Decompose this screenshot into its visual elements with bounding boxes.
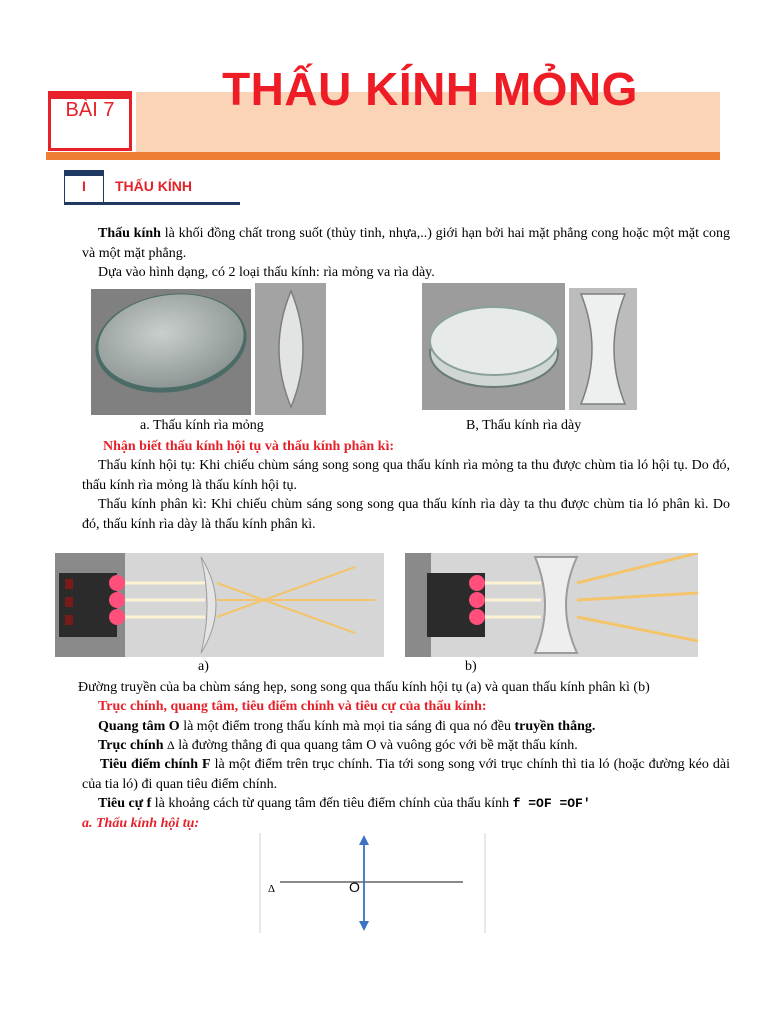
caption-thin-lens: a. Thấu kính rìa mỏng [140, 418, 264, 433]
page-title: THẤU KÍNH MỎNG [222, 63, 638, 115]
diverging-rays-photo [405, 553, 698, 657]
section-title: THẤU KÍNH [115, 178, 192, 194]
lens-arrow-bottom [359, 921, 369, 931]
caption-rays: Đường truyền của ba chùm sáng hẹp, song song qua thấu kính hội tụ (a) và quan thấu kính phân kì (b) [78, 680, 650, 695]
def-principal-focus: Tiêu điểm chính F là một điểm trên trục chính. Tia tới song song với trục chính thì tia ló (hoặc đường kéo dài của tia ló) đi quan tiêu điểm chính. [82, 757, 730, 792]
section-underline [64, 202, 240, 205]
paragraph-types: Dựa vào hình dạng, có 2 loại thấu kính: rìa mỏng va rìa dày. [98, 265, 435, 280]
label-a: a) [198, 659, 209, 674]
def-principal-axis: Trục chính Δ là đường thẳng đi qua quang tâm O và vuông góc với bề mặt thấu kính. [98, 738, 578, 753]
header-underline [46, 152, 720, 160]
optical-center-label: O [349, 879, 360, 895]
axis-symbol: Δ [268, 883, 276, 895]
sub-heading-converging: a. Thấu kính hội tụ: [82, 816, 200, 831]
caption-thick-lens: B, Thấu kính rìa dày [466, 418, 582, 433]
thick-lens-side-photo [569, 288, 637, 410]
section-number: I [82, 178, 86, 194]
lesson-badge-label: BÀI 7 [65, 99, 115, 121]
label-b: b) [465, 659, 477, 674]
def-focal-length: Tiêu cự f là khoảng cách từ quang tâm đến tiêu điểm chính của thấu kính f =OF =OF' [98, 796, 591, 811]
thin-lens-photo [91, 289, 251, 415]
paragraph-diverging: Thấu kính phân kì: Khi chiếu chùm sáng song song qua thấu kính rìa dày ta thu được chùm tia ló phân kì. Do đó, thấu kính rìa dày là thấu kính phân kì. [82, 497, 730, 532]
heading-identify: Nhận biết thấu kính hội tụ và thấu kính phân kì: [103, 439, 395, 454]
paragraph-converging: Thấu kính hội tụ: Khi chiếu chùm sáng song song qua thấu kính rìa mỏng ta thu được chùm tia ló hội tụ. Do đó, thấu kính rìa mỏng là thấu kính hội tụ. [82, 458, 730, 493]
converging-lens-diagram [258, 833, 488, 933]
heading-axis: Trục chính, quang tâm, tiêu điểm chính và tiêu cự của thấu kính: [98, 699, 487, 714]
paragraph-definition: Thấu kính là khối đồng chất trong suốt (thủy tinh, nhựa,..) giới hạn bởi hai mặt phẳng cong hoặc một mặt cong và một mặt phẳng. [82, 226, 730, 261]
converging-rays-photo [55, 553, 384, 657]
thick-lens-photo [422, 283, 565, 410]
def-optical-center: Quang tâm O là một điểm trong thấu kính mà mọi tia sáng đi qua nó đều truyền thẳng. [98, 719, 596, 734]
thin-lens-side-photo [255, 283, 326, 415]
term-lens: Thấu kính [98, 226, 161, 241]
lens-arrow-top [359, 835, 369, 845]
